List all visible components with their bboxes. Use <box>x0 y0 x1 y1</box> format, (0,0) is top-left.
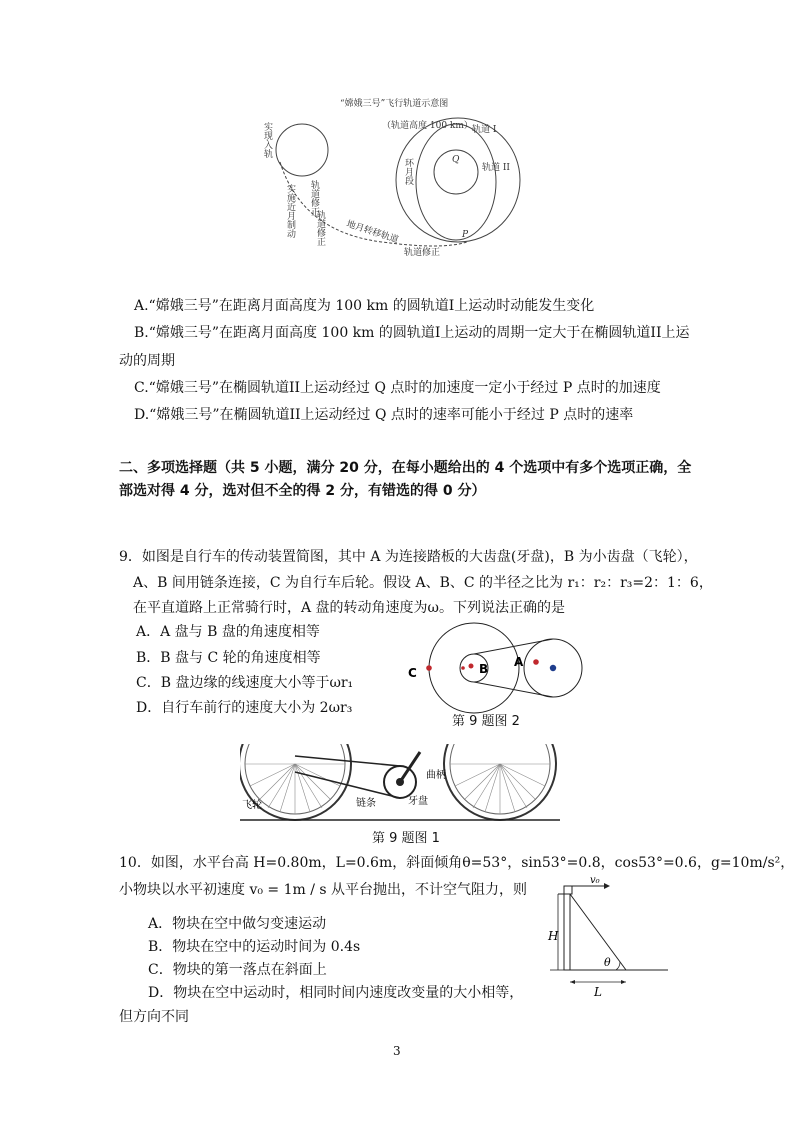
section2-line1: 二、多项选择题（共 5 小题，满分 20 分，在每小题给出的 4 个选项中有多个选项正确，全 <box>119 460 692 476</box>
fig-l: L <box>594 985 602 999</box>
label-c: C <box>408 666 417 680</box>
q10-stem-line1: 10．如图，水平台高 H=0.80m，L=0.6m，斜面倾角θ=53°，sin53°=0.8，cos53°=0.6，g=10m/s²， <box>119 855 794 871</box>
q9-option-b: B．B 盘与 C 轮的角速度相等 <box>136 650 321 666</box>
q10-option-d-line1: D．物块在空中运动时，相同时间内速度改变量的大小相等， <box>148 985 524 1001</box>
q8-option-b-line1: B.“嫦娥三号”在距离月面高度 100 km 的圆轨道I上运动的周期一定大于在椭圆轨道II上运 <box>134 325 690 341</box>
q9-option-d: D．自行车前行的速度大小为 2ωr₃ <box>136 700 353 716</box>
orbit-i-label: 轨道 I <box>472 125 497 135</box>
point-q: Q <box>452 155 460 165</box>
fig-h: H <box>548 929 559 943</box>
bike-chain: 链条 <box>356 798 376 809</box>
q9-figure-2-caption: 第 9 题图 2 <box>452 714 520 729</box>
orbit-desc: （轨道高度 100 km） <box>382 121 473 131</box>
lunar-segment: 环月段 <box>403 158 413 185</box>
q9-figure-2 <box>400 622 590 714</box>
q9-option-a: A．A 盘与 B 盘的角速度相等 <box>136 624 320 640</box>
q8-option-b-line2: 动的周期 <box>119 353 175 369</box>
q10-stem-line2: 小物块以水平初速度 v₀ = 1m / s 从平台抛出，不计空气阻力，则 <box>119 882 528 898</box>
bike-crank: 曲柄 <box>426 770 446 781</box>
bottom-correction: 轨道修正 <box>404 248 441 258</box>
enter-orbit: 实现入轨 <box>262 122 272 158</box>
q9-figure-1 <box>240 744 560 824</box>
q9-stem-line2: A、B 间用链条连接，C 为自行车后轮。假设 A、B、C 的半径之比为 r₁：r₂：r₃=2：1：6， <box>133 575 713 591</box>
bike-flywheel: 飞轮 <box>242 800 262 811</box>
fig-theta: θ <box>604 956 611 969</box>
label-a: A <box>514 655 524 669</box>
orbit-figure-title: “嫦娥三号”飞行轨道示意图 <box>340 99 449 109</box>
q8-option-c: C.“嫦娥三号”在椭圆轨道II上运动经过 Q 点时的加速度一定小于经过 P 点时的加速度 <box>134 380 661 396</box>
q10-option-d-line2: 但方向不同 <box>119 1009 189 1025</box>
q8-option-d: D.“嫦娥三号”在椭圆轨道II上运动经过 Q 点时的速率可能小于经过 P 点时的速率 <box>134 407 634 423</box>
q10-option-c: C．物块的第一落点在斜面上 <box>148 962 327 978</box>
bike-chainring: 牙盘 <box>408 796 428 807</box>
q8-option-a: A.“嫦娥三号”在距离月面高度为 100 km 的圆轨道I上运动时动能发生变化 <box>134 298 595 314</box>
transfer-label: 地月转移轨道 <box>345 219 400 246</box>
q9-stem-line1: 9．如图是自行车的传动装置简图，其中 A 为连接踏板的大齿盘(牙盘)，B 为小齿盘（飞轮）， <box>119 549 698 565</box>
section2-line2: 部选对得 4 分，选对但不全的得 2 分，有错选的得 0 分） <box>119 483 486 499</box>
q10-figure <box>540 872 670 1000</box>
orbit-figure <box>262 92 532 262</box>
q9-stem-line3: 在平直道路上正常骑行时，A 盘的转动角速度为ω。下列说法正确的是 <box>133 600 565 616</box>
point-p: P <box>462 230 469 240</box>
page-number: 3 <box>393 1044 401 1058</box>
label-b: B <box>479 662 489 676</box>
q10-option-a: A．物块在空中做匀变速运动 <box>148 916 327 932</box>
correction-2: 轨道修正 <box>315 210 325 246</box>
q9-figure-1-caption: 第 9 题图 1 <box>372 831 440 846</box>
correction-1: 轨道修正 <box>309 180 319 216</box>
q9-option-c: C．B 盘边缘的线速度大小等于ωr₁ <box>136 675 354 691</box>
q10-option-b: B．物块在空中的运动时间为 0.4s <box>148 939 361 955</box>
orbit-ii-label: 轨道 II <box>482 163 510 173</box>
brake-label-1: 实施近月制动 <box>285 184 295 238</box>
fig-v0: v₀ <box>590 875 600 886</box>
